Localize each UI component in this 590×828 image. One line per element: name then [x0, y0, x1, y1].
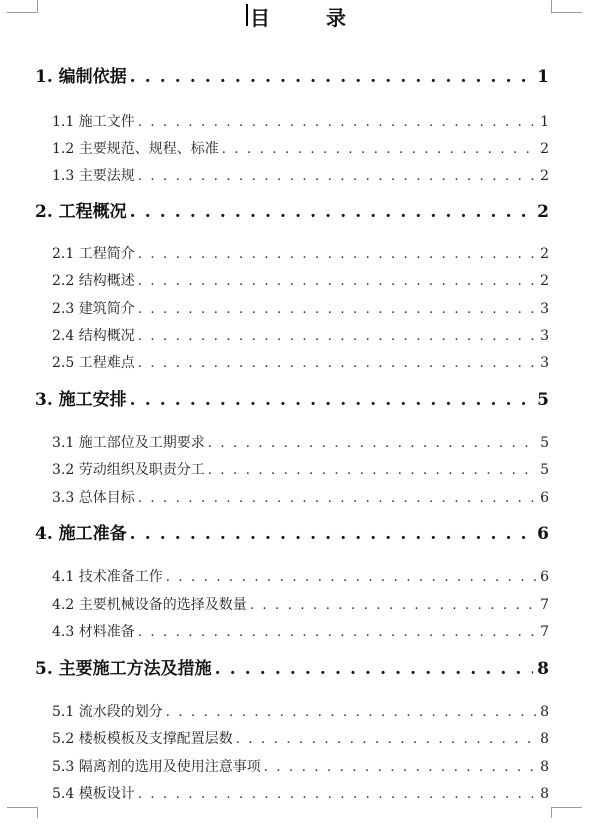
toc-leader-dots — [250, 598, 536, 613]
toc-title-left: 目 — [250, 6, 270, 30]
margin-corner-top-left — [7, 0, 38, 13]
toc-entry-label: 2.3 建筑简介 — [52, 301, 135, 317]
toc-leader-dots — [236, 732, 536, 747]
toc-entry-page: 8 — [540, 759, 549, 775]
toc-entry[interactable] — [52, 165, 549, 185]
toc-leader-dots — [130, 202, 533, 222]
toc-entry-label: 2. 工程概况 — [35, 202, 127, 222]
toc-entry[interactable] — [52, 621, 549, 641]
toc-entry-label: 3.3 总体目标 — [52, 490, 135, 506]
toc-leader-dots — [138, 356, 536, 371]
toc-entry-page: 8 — [540, 786, 549, 802]
toc-entry[interactable] — [52, 270, 549, 290]
toc-entry[interactable] — [52, 783, 549, 803]
toc-entry-label: 1.2 主要规范、规程、标准 — [52, 141, 219, 157]
toc-title — [250, 2, 346, 31]
toc-leader-dots — [166, 705, 536, 720]
toc-entry-label: 1.3 主要法规 — [52, 168, 135, 184]
toc-entry[interactable] — [52, 432, 549, 452]
toc-entry-page: 2 — [540, 141, 549, 157]
toc-entry[interactable] — [52, 352, 549, 372]
toc-entry-page: 3 — [540, 301, 549, 317]
toc-leader-dots — [138, 274, 536, 289]
toc-entry-page: 5 — [540, 435, 549, 451]
toc-entry-label: 2.4 结构概况 — [52, 328, 135, 344]
toc-entry-label: 1. 编制依据 — [35, 67, 127, 87]
toc-entry-page: 5 — [537, 390, 549, 410]
toc-leader-dots — [130, 67, 533, 87]
toc-entry-page: 6 — [537, 524, 549, 544]
toc-leader-dots — [138, 247, 536, 262]
toc-entry-label: 4.3 材料准备 — [52, 624, 135, 640]
toc-entry-page: 1 — [537, 67, 549, 87]
toc-leader-dots — [138, 302, 536, 317]
toc-entry-page: 2 — [540, 168, 549, 184]
toc-leader-dots — [138, 787, 536, 802]
toc-leader-dots — [138, 491, 536, 506]
toc-title-right: 录 — [326, 6, 346, 30]
toc-entry-label: 3.2 劳动组织及职责分工 — [52, 462, 205, 478]
margin-corner-bottom-left — [7, 807, 38, 818]
toc-entry-label: 5.1 流水段的划分 — [52, 704, 163, 720]
toc-entry[interactable] — [35, 385, 549, 410]
toc-entry[interactable] — [52, 756, 549, 776]
margin-corner-top-right — [551, 0, 582, 13]
toc-entry-label: 1.1 施工文件 — [52, 114, 135, 130]
toc-entry-page: 3 — [540, 355, 549, 371]
toc-leader-dots — [138, 329, 536, 344]
toc-entry-label: 5.3 隔离剂的选用及使用注意事项 — [52, 759, 261, 775]
toc-entry[interactable] — [52, 566, 549, 586]
toc-entry[interactable] — [52, 325, 549, 345]
toc-entry-label: 4.1 技术准备工作 — [52, 569, 163, 585]
text-cursor — [246, 4, 248, 26]
toc-entry-label: 2.2 结构概述 — [52, 273, 135, 289]
margin-corner-bottom-right — [551, 807, 582, 818]
toc-entry-label: 3. 施工安排 — [35, 390, 127, 410]
toc-entry-page: 8 — [540, 704, 549, 720]
toc-entry-label: 2.1 工程简介 — [52, 246, 135, 262]
toc-entry-page: 6 — [540, 569, 549, 585]
toc-entry[interactable] — [35, 654, 549, 679]
toc-entry-page: 7 — [540, 624, 549, 640]
toc-entry-label: 3.1 施工部位及工期要求 — [52, 435, 205, 451]
toc-entry-page: 8 — [540, 731, 549, 747]
toc-leader-dots — [130, 390, 533, 410]
toc-leader-dots — [138, 169, 536, 184]
toc-entry-label: 5.2 楼板模板及支撑配置层数 — [52, 731, 233, 747]
toc-entry-page: 2 — [540, 246, 549, 262]
toc-entry[interactable] — [52, 594, 549, 614]
toc-entry[interactable] — [52, 243, 549, 263]
toc-entry[interactable] — [52, 298, 549, 318]
toc-entry[interactable] — [35, 519, 549, 544]
toc-entry[interactable] — [52, 138, 549, 158]
toc-entry-label: 4.2 主要机械设备的选择及数量 — [52, 597, 247, 613]
toc-entry[interactable] — [52, 728, 549, 748]
toc-entry-label: 5. 主要施工方法及措施 — [35, 659, 212, 679]
toc-entry[interactable] — [52, 701, 549, 721]
toc-leader-dots — [222, 142, 536, 157]
toc-entry-page: 2 — [540, 273, 549, 289]
toc-entry[interactable] — [52, 111, 549, 131]
toc-entry-page: 5 — [540, 462, 549, 478]
toc-entry[interactable] — [35, 197, 549, 222]
toc-entry-label: 2.5 工程难点 — [52, 355, 135, 371]
toc-entry-page: 7 — [540, 597, 549, 613]
toc-leader-dots — [208, 436, 536, 451]
toc-entry-page: 8 — [537, 659, 549, 679]
toc-entry[interactable] — [52, 459, 549, 479]
toc-leader-dots — [138, 115, 536, 130]
toc-leader-dots — [208, 463, 536, 478]
toc-leader-dots — [166, 570, 536, 585]
toc-leader-dots — [138, 625, 536, 640]
toc-entry-page: 6 — [540, 490, 549, 506]
toc-entry-label: 5.4 模板设计 — [52, 786, 135, 802]
toc-leader-dots — [215, 659, 533, 679]
toc-entry-page: 2 — [537, 202, 549, 222]
toc-entry-label: 4. 施工准备 — [35, 524, 127, 544]
toc-entry[interactable] — [52, 487, 549, 507]
toc-entry[interactable] — [35, 62, 549, 87]
toc-leader-dots — [264, 760, 536, 775]
toc-entry-page: 3 — [540, 328, 549, 344]
toc-entry-page: 1 — [540, 114, 549, 130]
toc-leader-dots — [130, 524, 533, 544]
